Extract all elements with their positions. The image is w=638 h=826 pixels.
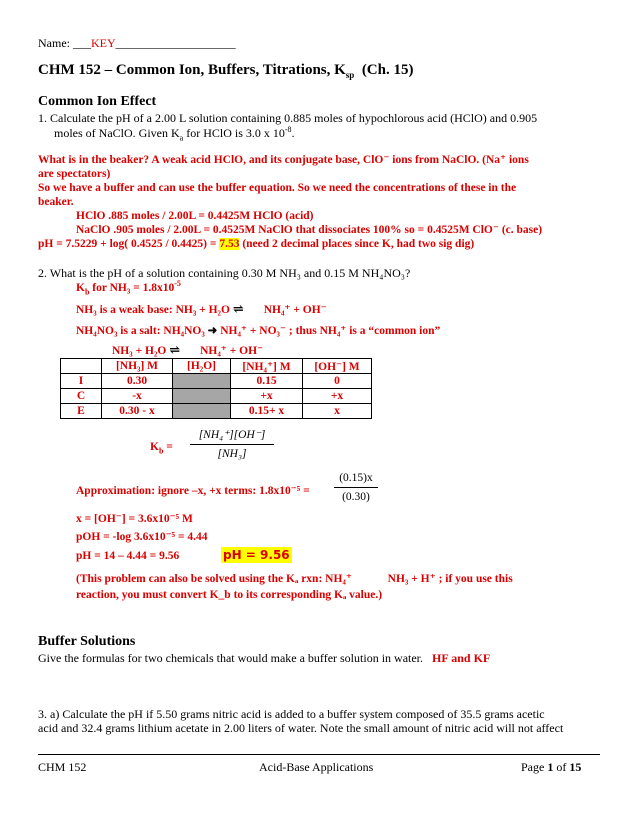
answer-1-ph: pH = 7.5229 + log( 0.4525 / 0.4425) = 7.53 (need 2 decimal places since K, had two sig dig) bbox=[38, 238, 475, 250]
footer-course: CHM 152 bbox=[38, 760, 87, 774]
kb-fraction bbox=[190, 428, 274, 461]
fraction-bar bbox=[334, 487, 378, 488]
ice-cell: 0.15+ x bbox=[231, 404, 303, 419]
buffer-answer: HF and KF bbox=[432, 651, 491, 665]
ice-row bbox=[61, 389, 372, 404]
ice-row bbox=[61, 374, 372, 389]
answer-1-line-3: So we have a buffer and can use the buffer equation. So we need the concentrations of these in the bbox=[38, 182, 517, 194]
ice-header-cell: [H₂O] bbox=[173, 359, 231, 374]
approximation-fraction bbox=[334, 471, 378, 504]
right-arrow-icon: ➜ bbox=[207, 325, 218, 337]
answer-2-poh: pOH = -log 3.6x10⁻⁵ = 4.44 bbox=[76, 531, 208, 543]
ice-cell: +x bbox=[231, 389, 303, 404]
answer-2-salt: NH₄NO₃ is a salt: NH₄NO₃ ➜ NH₄⁺ + NO₃⁻ ; thus NH₄⁺ is a “common ion” bbox=[76, 325, 441, 337]
ice-header-row bbox=[61, 359, 372, 374]
kb-expression-label: $K_b$ = bbox=[150, 441, 173, 456]
equilibrium-arrow-icon: ⇌ bbox=[232, 301, 244, 316]
answer-1-line-5: HClO .885 moles / 2.00L = 0.4425M HClO (acid) bbox=[76, 210, 314, 222]
ice-cell: 0 bbox=[303, 374, 372, 389]
ice-cell: +x bbox=[303, 389, 372, 404]
name-value: KEY bbox=[91, 36, 116, 50]
answer-2-ph: pH = 14 – 4.44 = 9.56 bbox=[76, 550, 180, 562]
answer-2-kb: $K_b$ for $NH_3 = 1.8x10^{-5}$ bbox=[76, 279, 181, 297]
kb-denominator: [NH₃] bbox=[217, 448, 247, 460]
ice-table bbox=[60, 358, 372, 419]
ice-header-cell bbox=[61, 359, 102, 374]
ice-header-cell: [OH⁻] M bbox=[303, 359, 372, 374]
answer-2-weak-base: NH₃ is a weak base: NH₃ + H₂O ⇌ NH₄⁺ + OH⁻ bbox=[76, 301, 327, 316]
ice-cell: 0.30 bbox=[102, 374, 173, 389]
approximation-numerator: (0.15)x bbox=[339, 472, 373, 484]
section-heading-buffer-solutions: Buffer Solutions bbox=[38, 634, 136, 649]
ice-header-cell: [NH₄⁺] M bbox=[231, 359, 303, 374]
buffer-question: Give the formulas for two chemicals that would make a buffer solution in water. HF and KF bbox=[38, 651, 491, 665]
approximation-text: Approximation: ignore –x, +x terms: 1.8x10⁻⁵ = bbox=[76, 485, 310, 497]
question-2: 2. What is the pH of a solution containing 0.30 M NH₃ and 0.15 M NH₄NO₃? bbox=[38, 266, 411, 280]
answer-1-line-1: What is in the beaker? A weak acid HClO, and its conjugate base, ClO⁻ ions from NaClO. (Na⁺ ions bbox=[38, 154, 529, 166]
question-3-line-2: acid and 32.4 grams lithium acetate in 2.00 liters of water. Note the small amount of nitric acid will not affect bbox=[38, 721, 564, 735]
ice-cell: C bbox=[61, 389, 102, 404]
answer-2-x: x = [OH⁻] = 3.6x10⁻⁵ M bbox=[76, 513, 193, 525]
footer-page-number: Page 1 of 15 bbox=[521, 760, 582, 774]
question-1-line-2: moles of NaClO. Given $K_a$ for HClO is 3.0 x $10^{-8}$. bbox=[54, 125, 295, 143]
answer-2-ph-highlight: pH = 9.56 bbox=[223, 548, 290, 562]
answer-2-note-line-2: reaction, you must convert K_b to its corresponding Kₐ value.) bbox=[76, 589, 383, 601]
answer-1-line-6: NaClO .905 moles / 2.00L = 0.4525M NaClO that dissociates 100% so = 0.4525M ClO⁻ (c. base) bbox=[76, 224, 543, 236]
section-heading-common-ion: Common Ion Effect bbox=[38, 94, 157, 109]
footer-divider bbox=[38, 754, 600, 755]
approximation-denominator: (0.30) bbox=[342, 491, 370, 503]
equilibrium-arrow-icon: ⇌ bbox=[169, 342, 181, 357]
footer-title: Acid-Base Applications bbox=[259, 760, 374, 774]
ice-cell bbox=[173, 374, 231, 389]
name-line: Name: ___KEY____________________ bbox=[38, 36, 236, 50]
answer-1-line-4: beaker. bbox=[38, 196, 74, 208]
ice-cell: -x bbox=[102, 389, 173, 404]
ice-cell: 0.30 - x bbox=[102, 404, 173, 419]
answer-2-equilibrium: NH₃ + H₂O ⇌ NH₄⁺ + OH⁻ bbox=[112, 342, 264, 357]
answer-1-line-2: are spectators) bbox=[38, 168, 111, 180]
answer-1-ph-highlight: 7.53 bbox=[219, 238, 240, 250]
fraction-bar bbox=[190, 444, 274, 445]
answer-2-note-line-1: (This problem can also be solved using the Kₐ rxn: NH₄⁺ NH₃ + H⁺ ; if you use this bbox=[76, 573, 513, 585]
ice-header-cell: [NH₃] M bbox=[102, 359, 173, 374]
question-1-line-1: 1. Calculate the pH of a 2.00 L solution containing 0.885 moles of hypochlorous acid (HClO) and 0.905 bbox=[38, 111, 538, 125]
ice-cell: I bbox=[61, 374, 102, 389]
ice-cell: x bbox=[303, 404, 372, 419]
ice-row bbox=[61, 404, 372, 419]
question-3-line-1: 3. a) Calculate the pH if 5.50 grams nitric acid is added to a buffer system composed of 35.5 grams acetic bbox=[38, 707, 545, 721]
ice-cell: 0.15 bbox=[231, 374, 303, 389]
ice-cell bbox=[173, 389, 231, 404]
kb-numerator: [NH₄⁺][OH⁻] bbox=[198, 429, 266, 441]
ice-cell bbox=[173, 404, 231, 419]
ice-cell: E bbox=[61, 404, 102, 419]
page-title: CHM 152 – Common Ion, Buffers, Titrations, $K_{sp}$ (Ch. 15) bbox=[38, 62, 414, 80]
